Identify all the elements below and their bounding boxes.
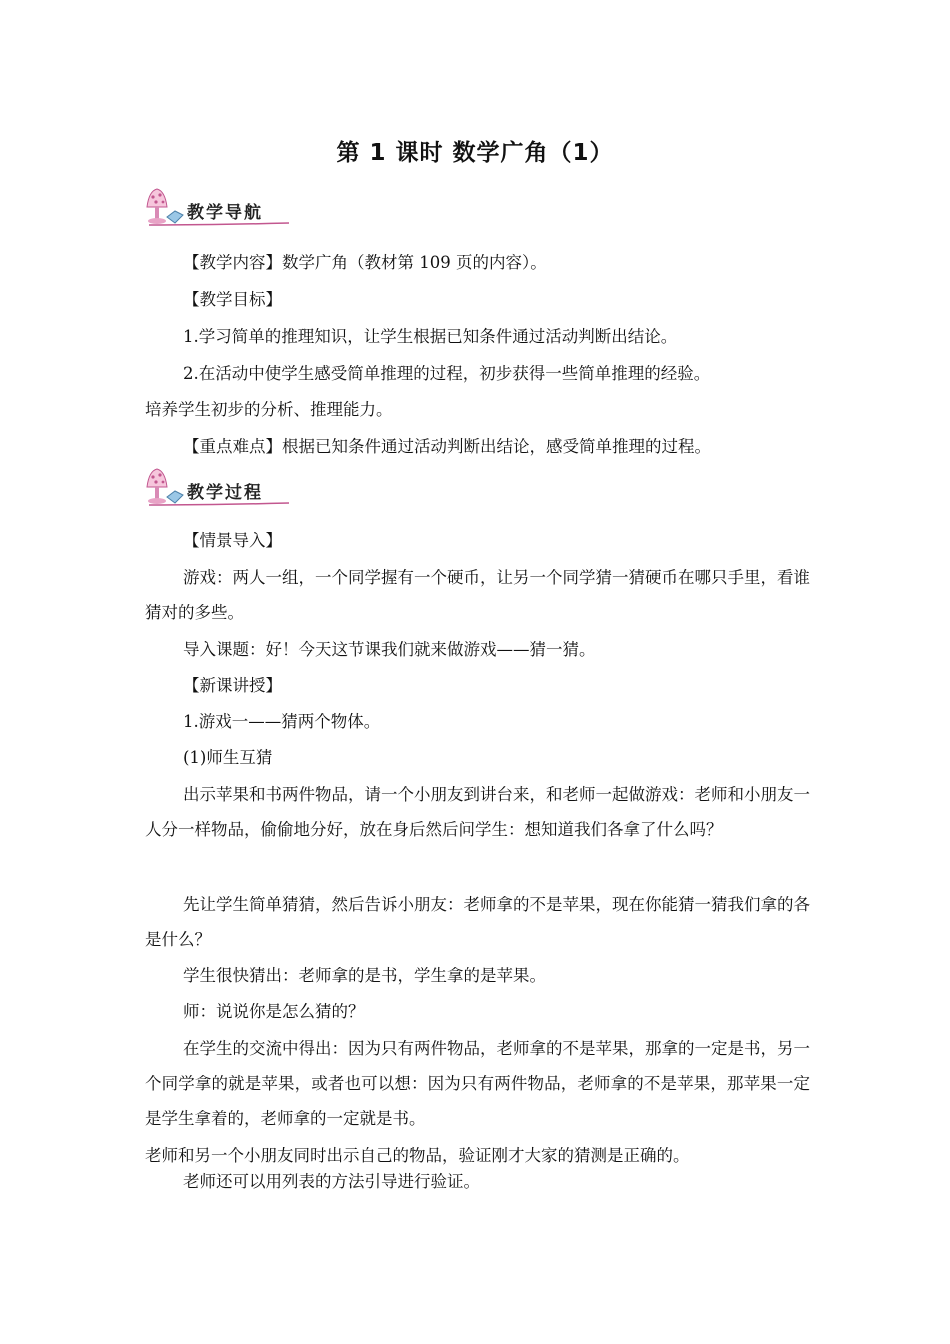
paragraph-new-lesson-heading: 【新课讲授】 xyxy=(183,676,282,695)
paragraph-content: 【教学内容】数学广角（教材第 109 页的内容）。 xyxy=(183,253,547,272)
paragraph-objective-2-cont: 培养学生初步的分析、推理能力。 xyxy=(145,400,393,419)
paragraph-subheading: (1)师生互猜 xyxy=(183,748,273,767)
paragraph-topic-intro: 导入课题：好！今天这节课我们就来做游戏——猜一猜。 xyxy=(183,640,596,659)
paragraph-game-1: 1.游戏一——猜两个物体。 xyxy=(183,712,381,731)
paragraph-student-answer: 学生很快猜出：老师拿的是书，学生拿的是苹果。 xyxy=(183,966,546,985)
section-banner-process xyxy=(141,465,291,511)
page-title: 第 1 课时 数学广角（1） xyxy=(336,140,614,166)
paragraph-key-points: 【重点难点】根据已知条件通过活动判断出结论，感受简单推理的过程。 xyxy=(183,437,711,456)
banner-label: 教学导航 xyxy=(187,203,263,223)
paragraph-guess: 先让学生简单猜猜，然后告诉小朋友：老师拿的不是苹果，现在你能猜一猜我们拿的各是什么？ xyxy=(145,895,810,949)
paragraph-reasoning: 在学生的交流中得出：因为只有两件物品，老师拿的不是苹果，那拿的一定是书，另一个同学拿的就是苹果，或者也可以想：因为只有两件物品，老师拿的不是苹果，那苹果一定是学生拿着的，老师拿的一定就是书。 xyxy=(145,1039,810,1128)
paragraph-objectives-heading: 【教学目标】 xyxy=(183,290,282,309)
paragraph-table-method: 老师还可以用列表的方法引导进行验证。 xyxy=(183,1172,480,1191)
paragraph-show-items: 出示苹果和书两件物品，请一个小朋友到讲台来，和老师一起做游戏：老师和小朋友一人分一样物品，偷偷地分好，放在身后然后问学生：想知道我们各拿了什么吗？ xyxy=(145,785,810,839)
paragraph-game-intro: 游戏：两人一组，一个同学握有一个硬币，让另一个同学猜一猜硬币在哪只手里，看谁猜对的多些。 xyxy=(145,568,810,622)
paragraph-verify: 老师和另一个小朋友同时出示自己的物品，验证刚才大家的猜测是正确的。 xyxy=(145,1146,690,1165)
section-banner-guide xyxy=(141,185,291,231)
paragraph-teacher-question: 师：说说你是怎么猜的？ xyxy=(183,1002,365,1021)
paragraph-objective-1: 1.学习简单的推理知识，让学生根据已知条件通过活动判断出结论。 xyxy=(183,327,678,346)
paragraph-intro-heading: 【情景导入】 xyxy=(183,531,282,550)
paragraph-objective-2: 2.在活动中使学生感受简单推理的过程，初步获得一些简单推理的经验。 xyxy=(183,364,711,383)
banner-label: 教学过程 xyxy=(187,483,263,503)
